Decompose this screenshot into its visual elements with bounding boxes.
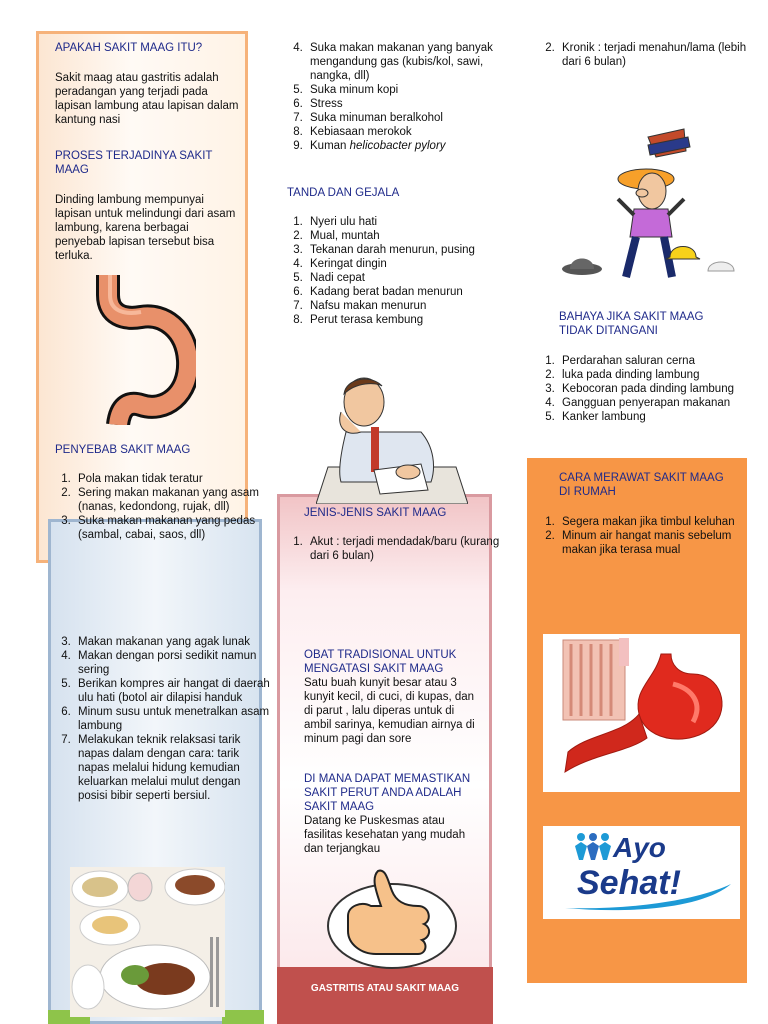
tired-man-illustration bbox=[316, 372, 468, 504]
list-item: 3. Makan makanan yang agak lunak bbox=[74, 635, 272, 649]
home-care-heading: CARA MERAWAT SAKIT MAAG DI RUMAH bbox=[559, 472, 724, 498]
list-item: 1. Nyeri ulu hati bbox=[306, 215, 496, 229]
home-care-list-continued bbox=[52, 635, 272, 803]
signs-list bbox=[286, 215, 496, 327]
where-heading: DI MANA DAPAT MEMASTIKAN SAKIT PERUT ANDA ADALAH SAKIT MAAG bbox=[304, 773, 471, 813]
stomach-anatomy-image bbox=[543, 634, 740, 792]
list-item: 6. Kadang berat badan menurun bbox=[306, 285, 496, 299]
list-item: 5. Nadi cepat bbox=[306, 271, 496, 285]
list-item: 7. Suka minuman beralkohol bbox=[306, 111, 506, 125]
what-section bbox=[55, 41, 240, 263]
list-item: 1. Perdarahan saluran cerna bbox=[558, 354, 758, 368]
banner-text: GASTRITIS ATAU SAKIT MAAG bbox=[310, 983, 460, 994]
herbal-text: Satu buah kunyit besar atau 3 kunyit kecil, di cuci, di kupas, dan di parut , lalu diperas untuk di ambil sarinya, kemudian airnya di minum pagi dan sore bbox=[304, 677, 475, 745]
logo-ayo: Ayo bbox=[613, 832, 666, 863]
types-list-continued bbox=[538, 41, 758, 69]
list-item: 2. luka pada dinding lambung bbox=[558, 368, 758, 382]
list-item: 8. Perut terasa kembung bbox=[306, 313, 496, 327]
list-item: 5. Suka minum kopi bbox=[306, 83, 506, 97]
process-heading: PROSES TERJADINYA SAKIT MAAG bbox=[55, 150, 213, 176]
list-item bbox=[74, 733, 272, 803]
herbal-heading: OBAT TRADISIONAL UNTUK MENGATASI SAKIT MAAG bbox=[304, 649, 457, 675]
process-text: Dinding lambung mempunyai lapisan untuk melindungi dari asam lambung, karena berbagai penyebab lapisan tersebut bisa terluka. bbox=[55, 194, 236, 262]
list-item: 7. Nafsu makan menurun bbox=[306, 299, 496, 313]
list-item: 2. Minum air hangat manis sebelum makan jika terasa mual bbox=[558, 529, 758, 557]
logo-sehat: Sehat! bbox=[577, 864, 681, 902]
cause-heading: PENYEBAB SAKIT MAAG bbox=[55, 444, 191, 456]
list-item: 4. Keringat dingin bbox=[306, 257, 496, 271]
people-icon bbox=[573, 832, 613, 862]
list-item: 2. Mual, muntah bbox=[306, 229, 496, 243]
herbal-section bbox=[304, 648, 484, 856]
what-heading: APAKAH SAKIT MAAG ITU? bbox=[55, 42, 203, 54]
stomach-illustration bbox=[96, 275, 196, 425]
list-item: 2. Kronik : terjadi menahun/lama (lebih dari 6 bulan) bbox=[558, 41, 758, 69]
list-item: 1. Akut : terjadi mendadak/baru (kurang dari 6 bulan) bbox=[306, 535, 502, 563]
where-text: Datang ke Puskesmas atau fasilitas kesehatan yang mudah dan terjangkau bbox=[304, 815, 466, 855]
green-strip-right bbox=[222, 1010, 264, 1024]
home-care-list bbox=[538, 515, 758, 557]
signs-heading: TANDA DAN GEJALA bbox=[287, 187, 400, 199]
list-item: 4. Gangguan penyerapan makanan bbox=[558, 396, 758, 410]
list-item bbox=[306, 139, 506, 153]
list-item: 8. Kebiasaan merokok bbox=[306, 125, 506, 139]
types-list bbox=[286, 535, 502, 563]
bottom-banner bbox=[277, 967, 493, 1024]
germ-name: helicobacter pylory bbox=[349, 140, 446, 152]
hat-juggler-illustration bbox=[556, 107, 742, 283]
list-item-text: Melakukan teknik relaksasi tarik napas dalam dengan cara: tarik napas melalui hidung kemudian keluarkan melalui mulut dengan posisi bibir seperti bersiul. bbox=[78, 734, 241, 802]
list-item: 6. Stress bbox=[306, 97, 506, 111]
ayo-sehat-logo bbox=[543, 826, 740, 919]
types-heading: JENIS-JENIS SAKIT MAAG bbox=[304, 507, 447, 519]
list-item-text: Kuman bbox=[310, 140, 350, 152]
list-item: 3. Kebocoran pada dinding lambung bbox=[558, 382, 758, 396]
danger-list bbox=[538, 354, 758, 424]
cause-list-continued bbox=[286, 41, 506, 153]
list-item: 1. Segera makan jika timbul keluhan bbox=[558, 515, 758, 529]
logo-swoosh bbox=[563, 882, 733, 912]
cause-list bbox=[52, 472, 272, 542]
list-item: 4. Makan dengan porsi sedikit namun sering bbox=[74, 649, 272, 677]
list-item: 3. Suka makan makanan yang pedas (sambal, cabai, saos, dll) bbox=[74, 514, 272, 542]
food-plate-illustration bbox=[70, 867, 225, 1017]
list-item: 5. Berikan kompres air hangat di daerah ulu hati (botol air dilapisi handuk bbox=[74, 677, 272, 705]
list-item: 5. Kanker lambung bbox=[558, 410, 758, 424]
list-item: 4. Suka makan makanan yang banyak mengandung gas (kubis/kol, sawi, nangka, dll) bbox=[306, 41, 506, 83]
danger-heading: BAHAYA JIKA SAKIT MAAG TIDAK DITANGANI bbox=[559, 311, 704, 337]
what-text: Sakit maag atau gastritis adalah peradangan yang terjadi pada lapisan lambung atau lapisan dalam kantung nasi bbox=[55, 72, 239, 126]
list-item: 1. Pola makan tidak teratur bbox=[74, 472, 272, 486]
list-item: 2. Sering makan makanan yang asam (nanas, kedondong, rujak, dll) bbox=[74, 486, 272, 514]
thumbs-up-illustration bbox=[326, 866, 458, 970]
list-item: 6. Minum susu untuk menetralkan asam lambung bbox=[74, 705, 272, 733]
list-item: 3. Tekanan darah menurun, pusing bbox=[306, 243, 496, 257]
